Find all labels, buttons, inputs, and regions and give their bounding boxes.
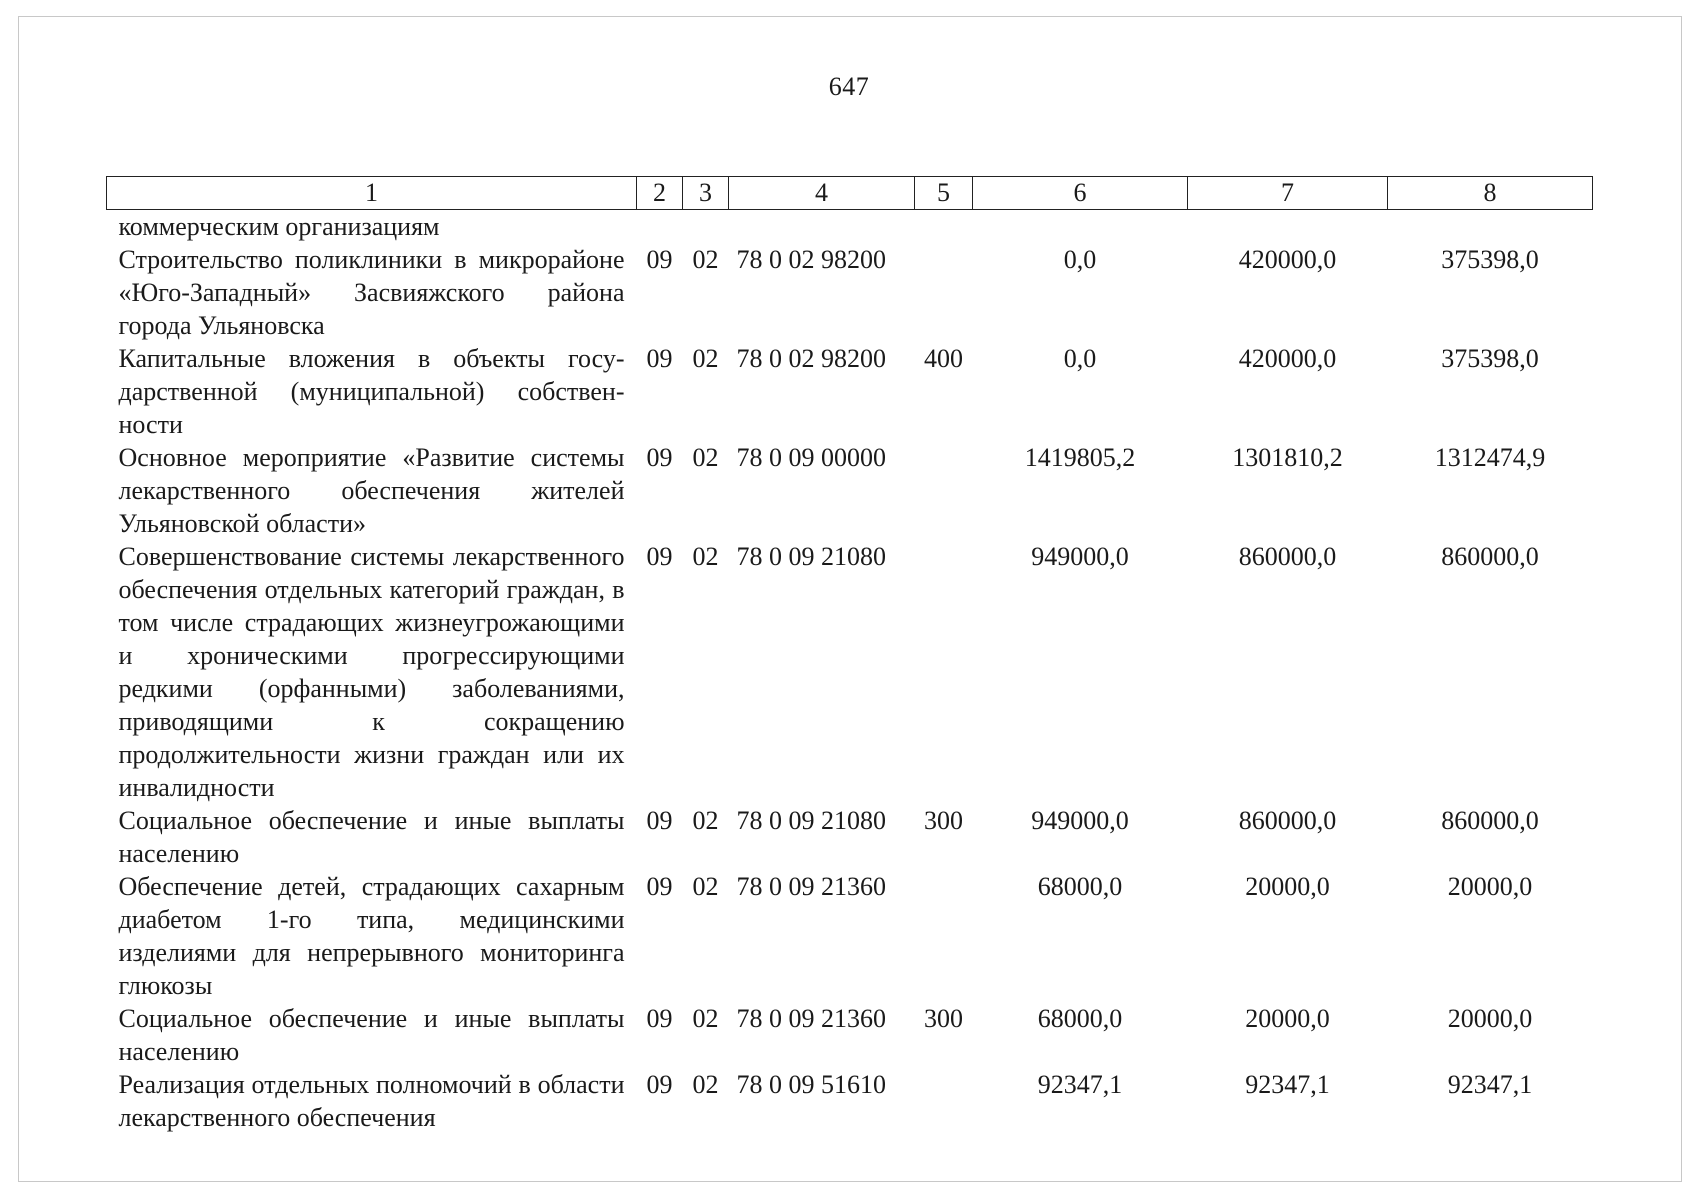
row-target-article-cell: 78 0 09 00000 (736, 443, 886, 472)
row-amount-col8-cell: 20000,0 (1447, 1004, 1533, 1033)
row-expense-type-cell (915, 1068, 973, 1134)
row-section-cell: 09 (646, 806, 673, 835)
row-target-article-cell: 78 0 09 21360 (736, 872, 886, 901)
row-expense-type-cell: 300 (924, 806, 963, 835)
row-section-cell: 09 (646, 872, 673, 901)
row-target-article-cell: 78 0 09 21080 (736, 542, 886, 571)
table-row (107, 1068, 1593, 1134)
row-section-cell: 09 (646, 542, 673, 571)
row-subsection-cell: 02 (692, 806, 719, 835)
row-amount-col6-cell: 1419805,2 (1024, 443, 1136, 472)
header-row (107, 177, 1593, 210)
row-name-cell: коммерческим организациям (118, 212, 440, 241)
header-col-1: 1 (107, 177, 637, 210)
row-amount-col7-cell: 20000,0 (1245, 1004, 1330, 1033)
header-col-6: 6 (973, 177, 1188, 210)
row-amount-col7-cell (1188, 210, 1388, 244)
row-expense-type-cell (915, 540, 973, 804)
page-number: 647 (828, 72, 870, 101)
row-section-cell (637, 210, 683, 244)
row-target-article-cell: 78 0 02 98200 (736, 245, 886, 274)
row-amount-col6-cell: 949000,0 (1031, 806, 1129, 835)
row-name-cell: Строительство поликлиники в микрорайоне «Юго-Западный» Засвияжского района города Ульяновска (118, 245, 625, 340)
table-row (107, 1002, 1593, 1068)
row-expense-type-cell (915, 441, 973, 540)
row-subsection-cell: 02 (692, 344, 719, 373)
header-col-4: 4 (729, 177, 915, 210)
row-subsection-cell: 02 (692, 1004, 719, 1033)
row-section-cell: 09 (646, 344, 673, 373)
row-amount-col8-cell: 375398,0 (1441, 344, 1539, 373)
row-expense-type-cell: 300 (924, 1004, 963, 1033)
row-amount-col7-cell: 20000,0 (1245, 872, 1330, 901)
row-amount-col7-cell: 1301810,2 (1232, 443, 1343, 472)
row-amount-col6-cell (973, 210, 1188, 244)
row-amount-col8-cell: 860000,0 (1441, 542, 1539, 571)
row-amount-col8-cell: 92347,1 (1447, 1070, 1533, 1099)
row-name-cell: Обеспечение детей, страдающих сахарным диабетом 1-го типа, медицинскими изделиями для непрерывного мониторинга глюкозы (118, 872, 625, 1000)
row-name-cell: Совершенствование системы лекарственного обеспечения отдельных категорий граждан, в том числе страдающих жизнеугрожающими и хроническими прогрессирующими редкими (орфанными) заболеваниями, приводящими к сокращению продолжительности жизни граждан или их инвалидности (118, 542, 625, 802)
row-subsection-cell: 02 (692, 872, 719, 901)
row-expense-type-cell (915, 210, 973, 244)
table-row (107, 441, 1593, 540)
budget-table (106, 176, 1593, 1134)
row-amount-col6-cell: 92347,1 (1037, 1070, 1123, 1099)
row-expense-type-cell (915, 243, 973, 342)
row-amount-col8-cell: 1312474,9 (1434, 443, 1546, 472)
row-target-article-cell: 78 0 09 21360 (736, 1004, 886, 1033)
header-col-2: 2 (637, 177, 683, 210)
header-col-3: 3 (683, 177, 729, 210)
row-target-article-cell: 78 0 09 21080 (736, 806, 886, 835)
row-name-cell: Социальное обеспечение и иные выплаты населению (118, 1004, 625, 1066)
row-subsection-cell: 02 (692, 542, 719, 571)
table-row (107, 870, 1593, 1002)
row-amount-col7-cell: 860000,0 (1238, 542, 1337, 571)
header-col-5: 5 (915, 177, 973, 210)
row-amount-col7-cell: 92347,1 (1245, 1070, 1330, 1099)
table-header (107, 177, 1593, 210)
header-col-8: 8 (1388, 177, 1593, 210)
row-amount-col7-cell: 420000,0 (1238, 245, 1337, 274)
row-name-cell: Основное мероприятие «Развитие системы лекарственного обеспечения жителей Ульяновской области» (118, 443, 625, 538)
row-amount-col8-cell: 20000,0 (1447, 872, 1533, 901)
row-subsection-cell (683, 210, 729, 244)
row-subsection-cell: 02 (692, 245, 719, 274)
row-amount-col7-cell: 860000,0 (1238, 806, 1337, 835)
row-amount-col6-cell: 68000,0 (1037, 1004, 1123, 1033)
row-expense-type-cell (915, 870, 973, 1002)
row-section-cell: 09 (646, 245, 673, 274)
row-amount-col7-cell: 420000,0 (1238, 344, 1337, 373)
table-row (107, 804, 1593, 870)
row-section-cell: 09 (646, 1070, 673, 1099)
row-name-cell: Капитальные вложения в объекты государственной (муниципальной) собственности (118, 344, 625, 439)
row-target-article-cell: 78 0 02 98200 (736, 344, 886, 373)
header-col-7: 7 (1188, 177, 1388, 210)
row-amount-col6-cell: 949000,0 (1031, 542, 1129, 571)
table-body (107, 210, 1593, 1135)
row-name-cell: Реализация отдельных полномочий в области лекарственного обеспечения (118, 1070, 625, 1132)
row-amount-col8-cell (1388, 210, 1593, 244)
row-section-cell: 09 (646, 443, 673, 472)
table-row (107, 210, 1593, 244)
row-amount-col8-cell: 375398,0 (1441, 245, 1539, 274)
row-target-article-cell: 78 0 09 51610 (736, 1070, 886, 1099)
row-amount-col6-cell: 0,0 (1063, 344, 1097, 373)
row-target-article-cell (729, 210, 915, 244)
row-amount-col6-cell: 68000,0 (1037, 872, 1123, 901)
row-subsection-cell: 02 (692, 1070, 719, 1099)
row-subsection-cell: 02 (692, 443, 719, 472)
row-amount-col6-cell: 0,0 (1063, 245, 1097, 274)
table-row (107, 540, 1593, 804)
row-name-cell: Социальное обеспечение и иные выплаты населению (118, 806, 625, 868)
table-row (107, 243, 1593, 342)
table-row (107, 342, 1593, 441)
row-section-cell: 09 (646, 1004, 673, 1033)
row-expense-type-cell: 400 (924, 344, 963, 373)
row-amount-col8-cell: 860000,0 (1441, 806, 1539, 835)
